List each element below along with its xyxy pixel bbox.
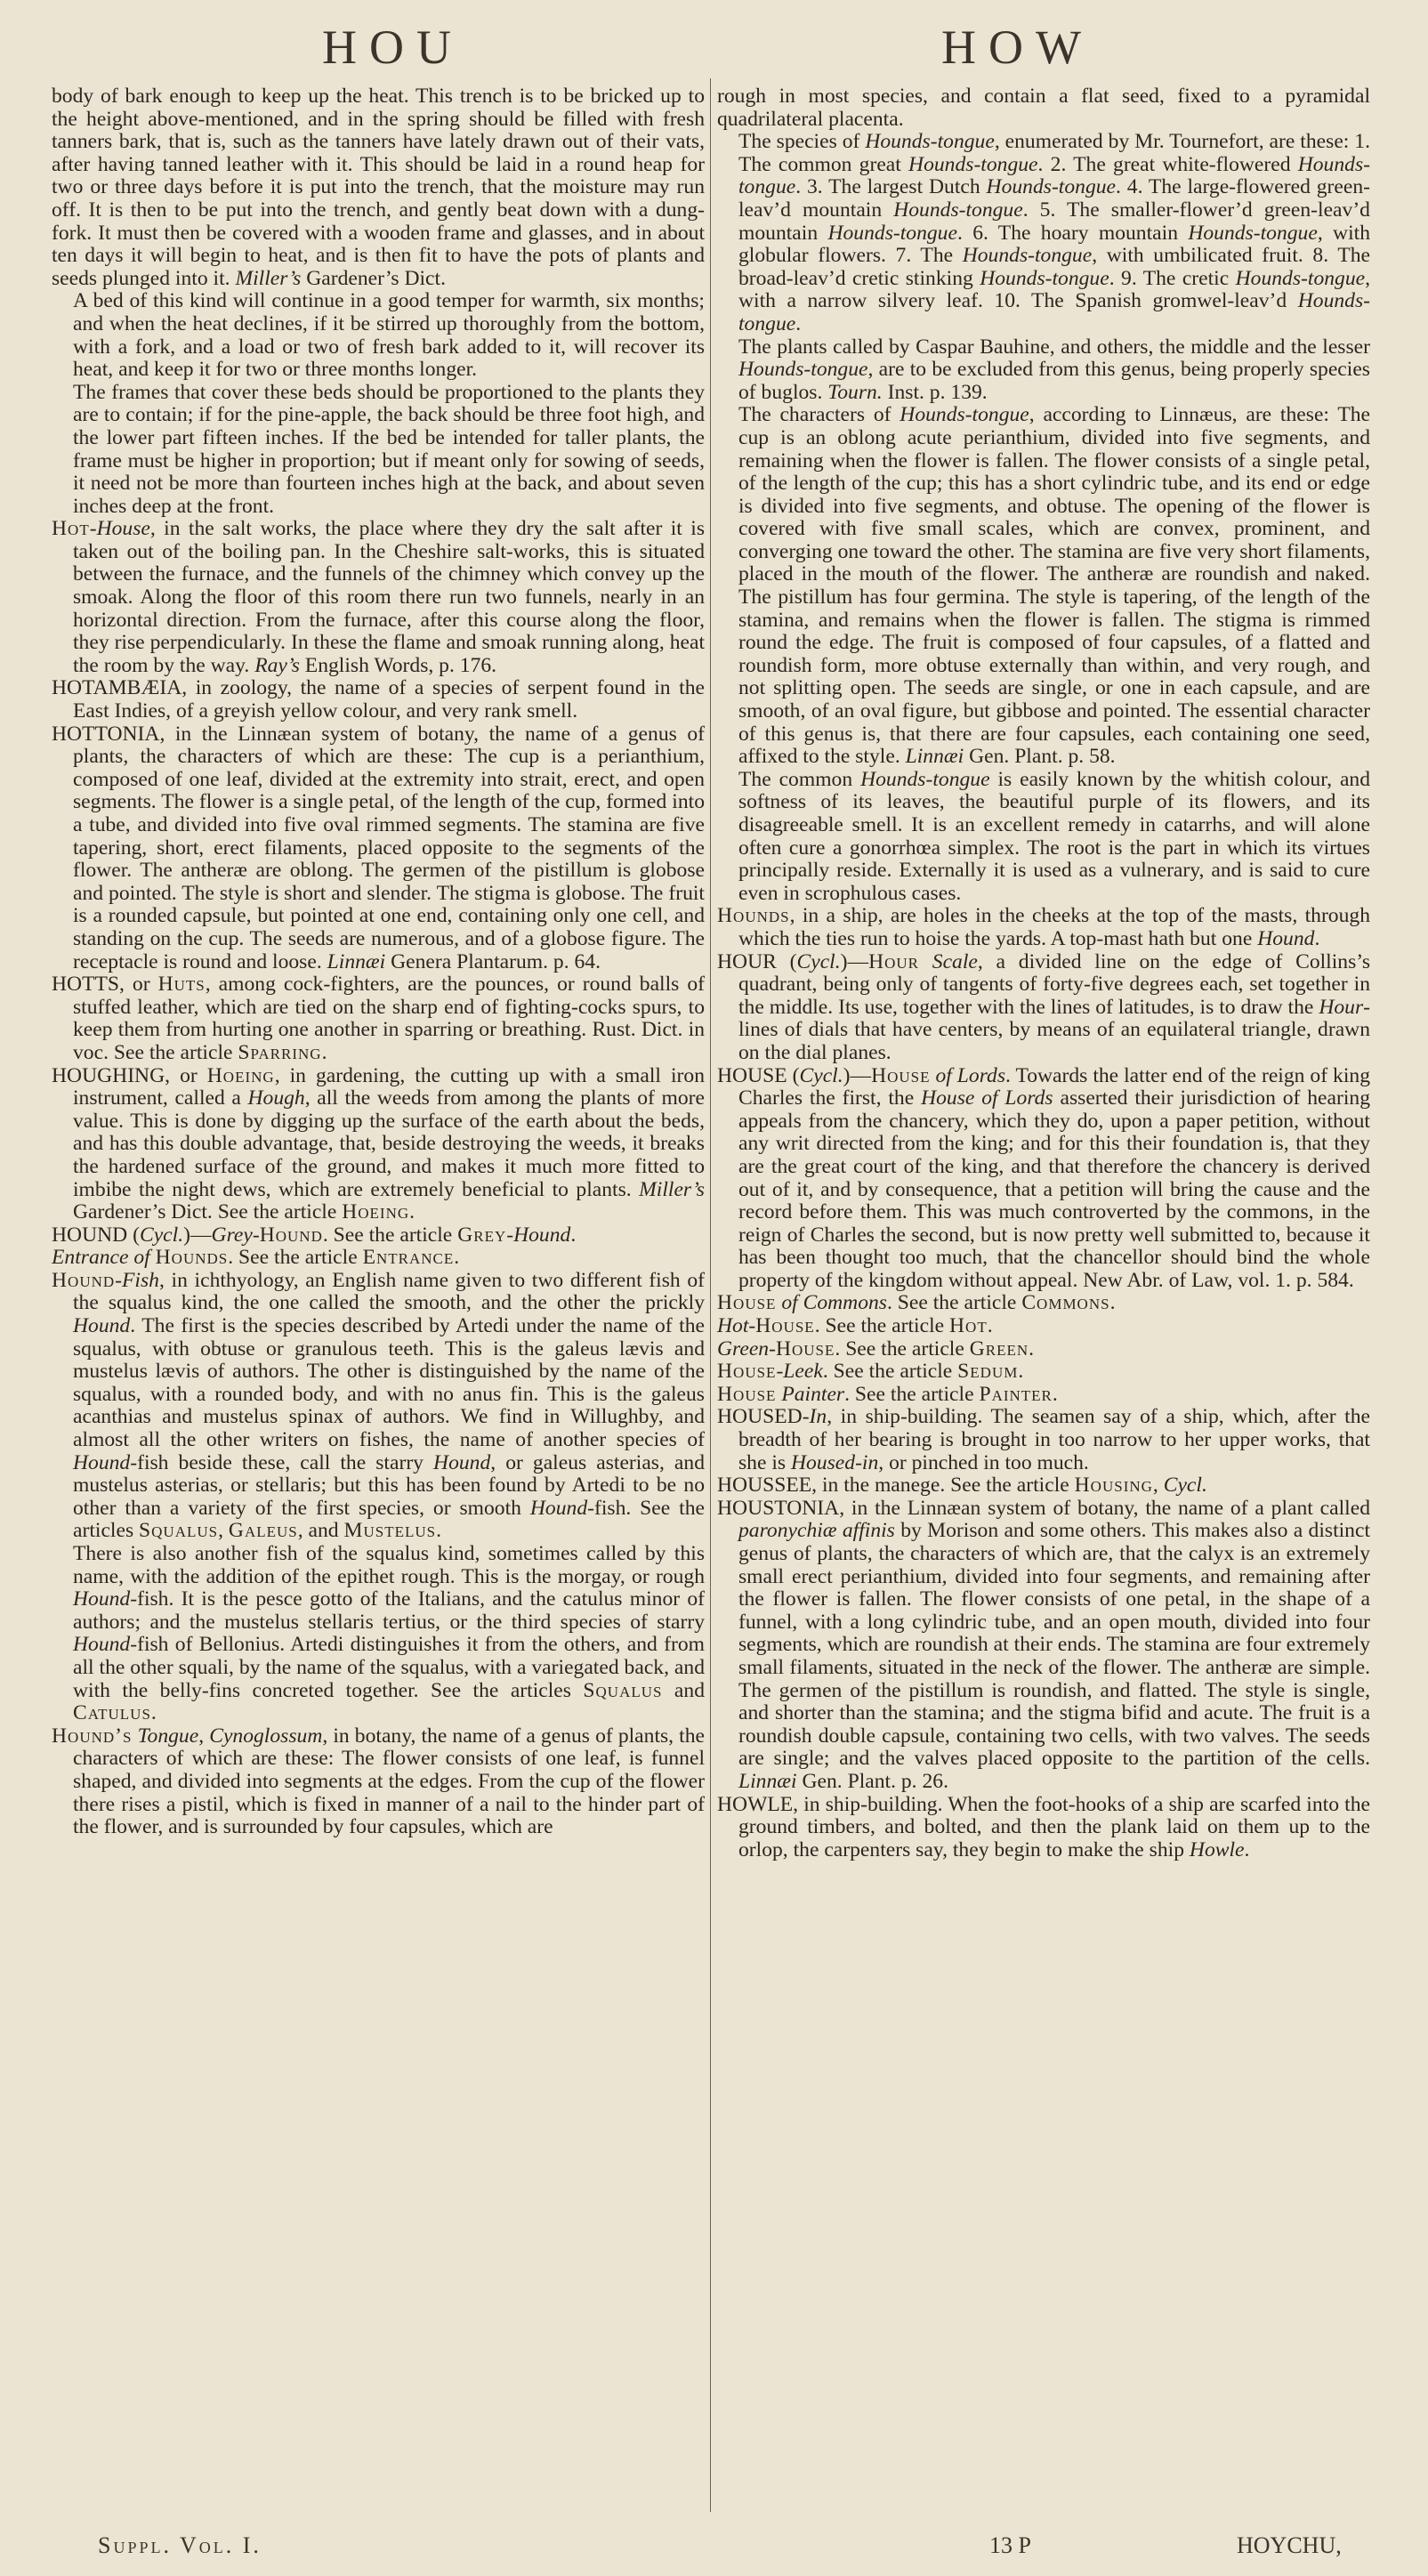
entry-paragraph: The frames that cover these beds should be proportioned to the plants they are to contain; if for the pine-apple, the back should be three foot high, and the lower part fifteen inches. If the bed be intended for taller plants, the frame must be higher in proportion; but if meant only for sowing of seeds, it need not be more than fourteen inches high at the back, and about seven inches deep at the front.	[73, 380, 705, 518]
entry-paragraph: Hound’s Tongue, Cynoglossum, in botany, the name of a genus of plants, the characters of which are these: The flower consists of one leaf, is funnel shaped, and divided into segments at the edges. From the cup of the flower there rises a pistil, which is fixed in manner of a nail to the hinder part of the flower, and is surrounded by four capsules, which are	[52, 1724, 706, 1839]
entry-paragraph: body of bark enough to keep up the heat. This trench is to be bricked up to the height above-mentioned, and in the spring should be filled with fresh tanners bark, that is, such as the tanners have lately drawn out of their vats, after having tanned leather with it. This should be laid in a round heap for two or three days before it is put into the trench, that the moisture may run off. It is then to be put into the trench, and gently beat down with a dung-fork. It must then be covered with a wooden frame and glasses, and in about ten days it will begin to heat, and is then fit to have the pots of plants and seeds plunged into it. Miller’s Gardener’s Dict.	[52, 85, 705, 290]
entry-paragraph: HOTTS, or Huts, among cock-fighters, are the pounces, or round balls of stuffed leather, which are tied on the sharp end of fighting-cocks spurs, to keep them from hurting one another in sparring or breathing. Rust. Dict. in voc. See the article Sparring.	[52, 973, 705, 1064]
entry-paragraph: HOUSE (Cycl.)—House of Lords. Towards the latter end of the reign of king Charles the first, the House of Lords asserted their jurisdiction of hearing appeals from the chancery, which they do, upon a paper petition, without any writ directed from the king; and for this their foundation is, that they are the great court of the king, and that therefore the chancery is derived out of it, and by consequence, that a petition will bring the cause and the record before them. This was much controverted by the commons, in the reign of Charles the second, but is now pretty well submitted to, because it has been thought too much, that the chancellor should bind the whole property of the kingdom without appeal. New Abr. of Law, vol. 1. p. 584.	[717, 1063, 1371, 1292]
running-head-right: HOW	[941, 20, 1093, 74]
entry-paragraph: Hot-House. See the article Hot.	[717, 1314, 993, 1338]
entry-paragraph: House-Leek. See the article Sedum.	[717, 1360, 1024, 1384]
entry-paragraph: HOTTONIA, in the Linnæan system of botany, the name of a genus of plants, the characters of which are these: The cup is a perianthium, composed of one leaf, divided at the extremity into strait, erect, and open segments. The flower is a single petal, of the length of the cup, formed into a tube, and divided into five oval rimmed segments. The stamina are five tapering, short, erect filaments, placed opposite to the segments of the flower. The antheræ are oblong. The germen of the pistillum is globose and pointed. The style is short and slender. The stigma is globose. The fruit is a rounded capsule, but pointed at one end, containing only one cell, and standing on the cup. The seeds are numerous, and of a globose figure. The receptacle is round and loose. Linnæi Genera Plantarum. p. 64.	[52, 722, 705, 973]
column-divider	[710, 78, 711, 2512]
entry-paragraph: There is also another fish of the squalus kind, sometimes called by this name, with the addition of the epithet rough. This is the morgay, or rough Hound-fish. It is the pesce gotto of the Italians, and the catulus minor of authors; and the mustelus stellaris tertius, or the third species of starry Hound-fish of Bellonius. Artedi distinguishes it from the others, and from all the other squali, by the name of the squalus, with a variegated back, and with the belly-fins concreted together. See the articles Squalus and Catulus.	[73, 1542, 706, 1725]
entry-paragraph: The species of Hounds-tongue, enumerated by Mr. Tournefort, are these: 1. The common great Hounds-tongue. 2. The great white-flowered Hounds-tongue. 3. The largest Dutch Hounds-tongue. 4. The large-flowered green-leav’d mountain Hounds-tongue. 5. The smaller-flower’d green-leav’d mountain Hounds-tongue. 6. The hoary mountain Hounds-tongue, with globular flowers. 7. The Hounds-tongue, with umbilicated fruit. 8. The broad-leav’d cretic stinking Hounds-tongue. 9. The cretic Hounds-tongue, with a narrow silvery leaf. 10. The Spanish gromwel-leav’d Hounds-tongue.	[738, 130, 1371, 335]
entry-paragraph: The characters of Hounds-tongue, according to Linnæus, are these: The cup is an oblong acute perianthium, divided into five segments, and remaining when the flower is fallen. The flower consists of a single petal, of the length of the cup; this has a short cylindric tube, and its end or edge is divided into five segments, and obtuse. The opening of the flower is covered with five small scales, which are convex, prominent, and converging one toward the other. The stamina are five very short filaments, placed in the mouth of the flower. The antheræ are roundish and naked. The pistillum has four germina. The style is tapering, of the length of the stamina, and remains when the flower is fallen. The stigma is rimmed round the edge. The fruit is composed of four capsules, of a flatted and roundish form, more obtuse externally than within, and very rough, and not splitting open. The seeds are single, or one in each capsule, and are smooth, of an oval figure, but gibbose and pointed. The essential character of this genus is, that there are four capsules, each containing one seed, affixed to the style. Linnæi Gen. Plant. p. 58.	[738, 403, 1371, 769]
entry-paragraph: HOTAMBÆIA, in zoology, the name of a species of serpent found in the East Indies, of a greyish yellow colour, and very rank smell.	[52, 676, 705, 723]
entry-paragraph: HOUND (Cycl.)—Grey-Hound. See the article Grey-Hound.	[52, 1223, 577, 1247]
entry-paragraph: HOUGHING, or Hoeing, in gardening, the cutting up with a small iron instrument, called a Hough, all the weeds from among the plants of more value. This is done by digging up the surface of the earth about the beds, and has this double advantage, that, beside destroying the weeds, it breaks the hardened surface of the ground, and makes it much more fitted to imbibe the night dews, which are extremely beneficial to plants. Miller’s Gardener’s Dict. See the article Hoeing.	[52, 1063, 706, 1224]
entry-paragraph: HOUSED-In, in ship-building. The seamen say of a ship, which, after the breadth of her bearing is brought in too narrow to her upper works, that she is Housed-in, or pinched in too much.	[717, 1405, 1370, 1474]
entry-paragraph: The plants called by Caspar Bauhine, and others, the middle and the lesser Hounds-tongue, are to be excluded from this genus, being properly species of buglos. Tourn. Inst. p. 139.	[738, 335, 1370, 404]
entry-paragraph: HOUSTONIA, in the Linnæan system of botany, the name of a plant called paronychiæ affinis by Morison and some others. This makes also a distinct genus of plants, the characters of which are, that the calyx is an extremely small erect perianthium, divided into four segments, and remaining after the flower is fallen. The flower consists of one petal, in the shape of a funnel, with a long cylindric tube, and an open mouth, divided into four segments, which are roundish at their ends. The stamina are four extremely small filaments, situated in the neck of the flower. The antheræ are simple. The germen of the pistillum is roundish, and flatted. The style is single, and shorter than the stamina; and the stigma bifid and acute. The fruit is a roundish double capsule, containing two cells, with two valves. The seeds are single; and the valves placed opposite to the partition of the cells. Linnæi Gen. Plant. p. 26.	[717, 1496, 1370, 1793]
entry-paragraph: rough in most species, and contain a flat seed, fixed to a pyramidal quadrilateral placenta.	[717, 85, 1370, 131]
right-column	[717, 85, 1370, 1861]
entry-paragraph: A bed of this kind will continue in a good temper for warmth, six months; and when the heat declines, if it be stirred up thoroughly from the bottom, with a fork, and a load or two of fresh bark added to it, will recover its heat, and keep it for two or three months longer.	[73, 289, 705, 382]
entry-paragraph: HOUSSEE, in the manege. See the article Housing, Cycl.	[717, 1474, 1207, 1498]
entry-paragraph: Hot-House, in the salt works, the place where they dry the salt after it is taken out of the boiling pan. In the Cheshire salt-works, this is situated between the furnace, and the funnels of the chimney which convey up the smoak. Along the floor of this room there run two funnels, nearly in an horizontal direction. From the furnace, after this course along the floor, they rise perpendicularly. In these the flame and smoak running along, heat the room by the way. Ray’s English Words, p. 176.	[52, 517, 705, 677]
entry-paragraph: House Painter. See the article Painter.	[717, 1382, 1058, 1406]
entry-paragraph: Hound-Fish, in ichthyology, an English name given to two different fish of the squalus kind, the one called the smooth, and the other the prickly Hound. The first is the species described by Artedi under the name of the squalus, with obtuse or granulous teeth. This is the galeus lævis and mustelus lævis of authors. The other is distinguished by the name of the squalus, with a rounded body, and with no anus fin. This is the galeus acanthias and mustelus spinax of authors. We find in Willughby, and almost all the other writers on fishes, the name of another species of Hound-fish beside these, call the starry Hound, or galeus asterias, and mustelus asterias, or stellaris; but this has been found by Artedi to be no other than a variety of the first species, or smooth Hound-fish. See the articles Squalus, Galeus, and Mustelus.	[52, 1268, 705, 1543]
entry-paragraph: Entrance of Hounds. See the article Entrance.	[52, 1246, 460, 1270]
running-head-left: HOU	[322, 20, 464, 74]
left-column	[52, 85, 705, 1839]
entry-paragraph: Green-House. See the article Green.	[717, 1336, 1035, 1361]
entry-paragraph: HOWLE, in ship-building. When the foot-hooks of a ship are scarfed into the ground timbers, and bolted, and then the plank laid on them up to the orlop, the carpenters say, they begin to make the ship Howle.	[717, 1792, 1370, 1861]
entry-paragraph: Hounds, in a ship, are holes in the cheeks at the top of the masts, through which the ties run to hoise the yards. A top-mast hath but one Hound.	[717, 904, 1370, 950]
volume-label: Suppl. Vol. I.	[98, 2532, 262, 2558]
entry-paragraph: HOUR (Cycl.)—Hour Scale, a divided line on the edge of Collins’s quadrant, being only of tangents of forty-five degrees each, set together in the middle. Its use, together with the lines of latitudes, is to draw the Hour-lines of dials that have centers, by means of an equilateral triangle, drawn on the dial planes.	[717, 949, 1371, 1064]
entry-paragraph: House of Commons. See the article Commons.	[717, 1291, 1116, 1315]
entry-paragraph: The common Hounds-tongue is easily known by the whitish colour, and softness of its leaves, the beautiful purple of its flowers, and its disagreeable smell. It is an excellent remedy in catarrhs, and will alone often cure a gonorrhœa simplex. The root is the part in which its virtues principally reside. Externally it is used as a vulnerary, and is said to cure even in scrophulous cases.	[738, 767, 1371, 905]
catchword: HOYCHU,	[1237, 2532, 1342, 2558]
signature-mark: 13 P	[989, 2532, 1031, 2558]
